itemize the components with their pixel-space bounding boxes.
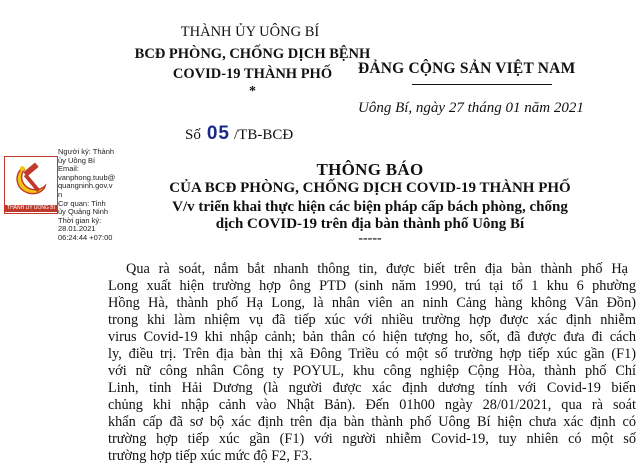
- body-line: Linh, tỉnh Hải Dương (là người được xác định dương tính với Covid-19 biến: [108, 380, 636, 396]
- signer-info-line: 28.01.2021: [58, 224, 96, 234]
- body-line: trường hợp tiếp xúc mức độ F2, F3.: [108, 448, 313, 464]
- signer-info-line: vanphong.tuub@: [58, 172, 116, 182]
- doc-number-suffix: /TB-BCĐ: [233, 127, 294, 143]
- signature-stamp: [4, 156, 58, 214]
- signer-info-line: 06:24:44 +07:00: [58, 232, 113, 242]
- hammer-sickle-icon: [12, 161, 50, 199]
- doc-number-prefix: Số: [185, 127, 201, 143]
- party-name-underline: [412, 84, 552, 85]
- party-name: ĐẢNG CỘNG SẢN VIỆT NAM: [358, 60, 576, 77]
- title-separator: -----: [358, 231, 382, 246]
- body-line: Qua rà soát, nắm bắt nhanh thông tin, được biết trên địa bàn thành phố Hạ: [126, 261, 628, 277]
- stamp-label: THÀNH ỦY UÔNG BÍ: [5, 205, 57, 212]
- body-line: Hồng Hà, thành phố Hạ Long, là nhân viên an ninh Cảng hàng không Vân Đồn): [108, 295, 636, 311]
- notice-subject-line1: V/v triển khai thực hiện các biện pháp cấp bách phòng, chống: [172, 199, 568, 215]
- notice-subject-line2: dịch COVID-19 trên địa bàn thành phố Uông Bí: [215, 216, 525, 232]
- body-line: virus Covid-19 khi nhập cảnh; bản thân có hiện tượng ho, sốt, đã được đưa đi cách: [108, 329, 636, 345]
- signer-info-line: Email:: [58, 164, 79, 174]
- org-name-line1: BCĐ PHÒNG, CHỐNG DỊCH BỆNH: [134, 46, 371, 62]
- body-line: ly, điều trị. Trên địa bàn thị xã Đông Triều có một số trường hợp tiếp xúc gần (F1): [108, 346, 636, 362]
- signer-info-line: ủy Quảng Ninh: [58, 207, 109, 217]
- signer-info-line: Người ký: Thành: [58, 147, 115, 156]
- signer-info-line: ủy Uông Bí: [58, 155, 96, 165]
- signer-info-line: Cơ quan: Tỉnh: [58, 198, 106, 208]
- notice-title: THÔNG BÁO: [316, 160, 424, 179]
- notice-body: [108, 261, 636, 465]
- org-name-line2: COVID-19 THÀNH PHỐ: [172, 66, 333, 82]
- doc-number-value: 05: [206, 123, 230, 144]
- body-line: trường hợp tiếp xúc gần (F1) với người nhiễm Covid-19, tuy nhiên có một số: [108, 431, 636, 447]
- body-line: Long xuất hiện trường hợp ông PTD (sinh năm 1990, trú tại tổ 1 khu 6 phường: [108, 278, 636, 294]
- signer-info-line: Thời gian ký:: [58, 215, 102, 225]
- header-star: *: [249, 84, 256, 99]
- signer-info-line: quangninh.gov.v: [58, 181, 113, 191]
- notice-issuer: CỦA BCĐ PHÒNG, CHỐNG DỊCH COVID-19 THÀNH PHỐ: [169, 180, 571, 196]
- org-parent-name: THÀNH ỦY UÔNG BÍ: [180, 24, 320, 40]
- body-line: với nữ công nhân Công ty POYUL, khu công nghiệp Cộng Hòa, thành phố Chí: [108, 363, 636, 379]
- signer-info-line: n: [58, 189, 63, 199]
- document-number: [185, 123, 293, 145]
- body-line: chủng khi nhập cảnh vào Nhật Bản). Đến 01h00 ngày 28/01/2021, qua rà soát: [108, 397, 636, 413]
- body-line: khẩn cấp đã sơ bộ xác định trên địa bàn thành phố Uông Bí hiện chưa xác định có: [108, 414, 636, 430]
- body-line: trong khi làm nhiệm vụ đã tiếp xúc với nhiều trường hợp được xác định nhiễm: [108, 312, 636, 328]
- place-date: Uông Bí, ngày 27 tháng 01 năm 2021: [358, 100, 584, 116]
